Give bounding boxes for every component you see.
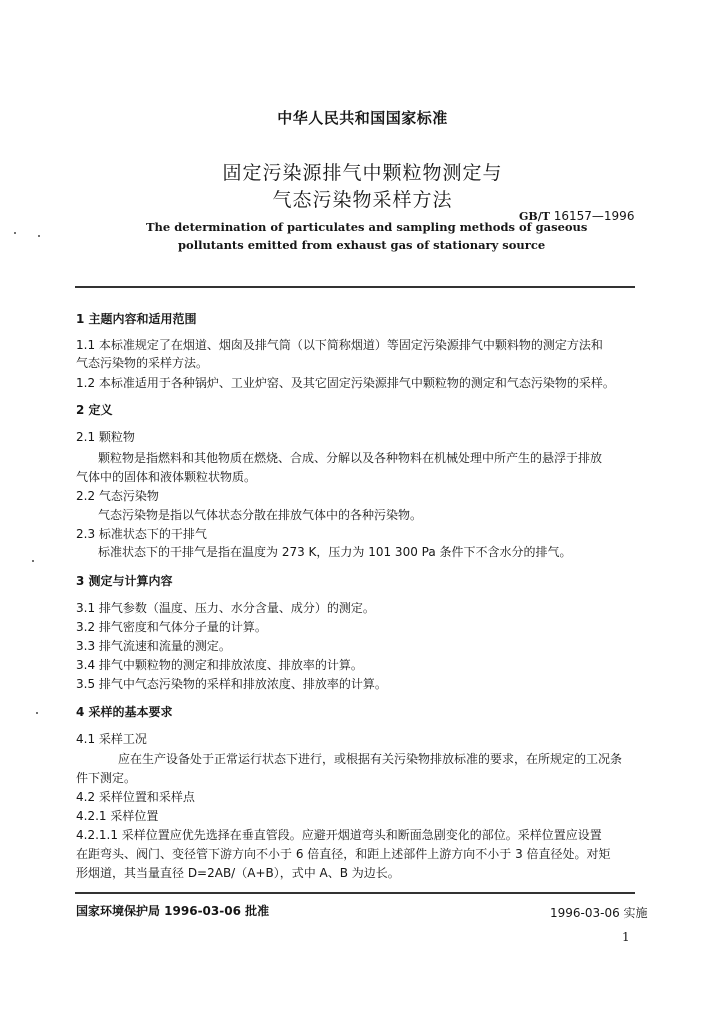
scan-speck	[38, 235, 40, 237]
clause-3-2: 3.2 排气密度和气体分子量的计算。	[76, 620, 267, 634]
clause-1-1-line-1: 1.1 本标准规定了在烟道、烟囱及排气筒（以下简称烟道）等固定污染源排气中颗料物的测定方法和	[76, 338, 603, 352]
clause-4-2-1-title: 4.2.1 采样位置	[76, 809, 159, 823]
clause-2-1-line-1: 颗粒物是指燃料和其他物质在燃烧、合成、分解以及各种物料在机械处理中所产生的悬浮于排放	[98, 451, 603, 465]
scan-speck	[36, 712, 38, 714]
clause-4-1-title: 4.1 采样工况	[76, 732, 147, 746]
clause-2-2-title: 2.2 气态污染物	[76, 489, 159, 503]
implementation-date: 1996-03-06 实施	[550, 906, 648, 920]
clause-1-2: 1.2 本标准适用于各种锅炉、工业炉窑、及其它固定污染源排气中颗粒物的测定和气态污染物的采样。	[76, 376, 615, 390]
clause-4-2-1-1-line-3: 形烟道，其当量直径 D=2AB/（A+B），式中 A、B 为边长。	[76, 866, 400, 880]
approval-line: 国家环境保护局 1996-03-06 批准	[76, 904, 270, 918]
clause-4-2-1-1-line-2: 在距弯头、阀门、变径管下游方向不小于 6 倍直径，和距上述部件上游方向不小于 3 倍直径处。对矩	[76, 847, 611, 861]
clause-2-1-line-2: 气体中的固体和液体颗粒状物质。	[76, 470, 257, 484]
section-2-heading: 2 定义	[76, 403, 113, 417]
english-title-line-2: pollutants emitted from exhaust gas of stationary source	[178, 238, 546, 252]
clause-4-2-title: 4.2 采样位置和采样点	[76, 790, 195, 804]
clause-3-3: 3.3 排气流速和流量的测定。	[76, 639, 231, 653]
standard-code-number: 16157—1996	[553, 209, 635, 223]
section-1-heading: 1 主题内容和适用范围	[76, 312, 197, 326]
issuing-country-heading: 中华人民共和国国家标准	[277, 109, 448, 127]
english-title-line-1: The determination of particulates and sampling methods of gaseous	[146, 220, 588, 234]
standard-code-prefix: GB/T	[519, 210, 550, 223]
scan-speck	[32, 560, 34, 562]
clause-1-1-line-2: 气态污染物的采样方法。	[76, 356, 209, 370]
clause-3-5: 3.5 排气中气态污染物的采样和排放浓度、排放率的计算。	[76, 677, 387, 691]
scan-speck	[14, 232, 16, 234]
clause-2-3-title: 2.3 标准状态下的干排气	[76, 527, 207, 541]
clause-4-1-line-2: 件下测定。	[76, 771, 137, 785]
standard-title-line-2: 气态污染物采样方法	[272, 189, 453, 211]
section-3-heading: 3 测定与计算内容	[76, 574, 173, 588]
page-number: 1	[622, 930, 630, 944]
clause-3-4: 3.4 排气中颗粒物的测定和排放浓度、排放率的计算。	[76, 658, 363, 672]
clause-2-2-text: 气态污染物是指以气体状态分散在排放气体中的各种污染物。	[98, 508, 423, 522]
section-4-heading: 4 采样的基本要求	[76, 705, 173, 719]
clause-3-1: 3.1 排气参数（温度、压力、水分含量、成分）的测定。	[76, 601, 375, 615]
standard-title-line-1: 固定污染源排气中颗粒物测定与	[222, 162, 503, 184]
clause-2-3-text: 标准状态下的干排气是指在温度为 273 K，压力为 101 300 Pa 条件下不含水分的排气。	[98, 545, 572, 559]
clause-2-1-title: 2.1 颗粒物	[76, 430, 135, 444]
clause-4-2-1-1-line-1: 4.2.1.1 采样位置应优先选择在垂直管段。应避开烟道弯头和断面急剧变化的部位。采样位置应设置	[76, 828, 602, 842]
header-divider	[75, 286, 635, 288]
clause-4-1-line-1: 应在生产设备处于正常运行状态下进行，或根据有关污染物排放标准的要求，在所规定的工况条	[118, 752, 623, 766]
footer-divider	[75, 892, 635, 894]
